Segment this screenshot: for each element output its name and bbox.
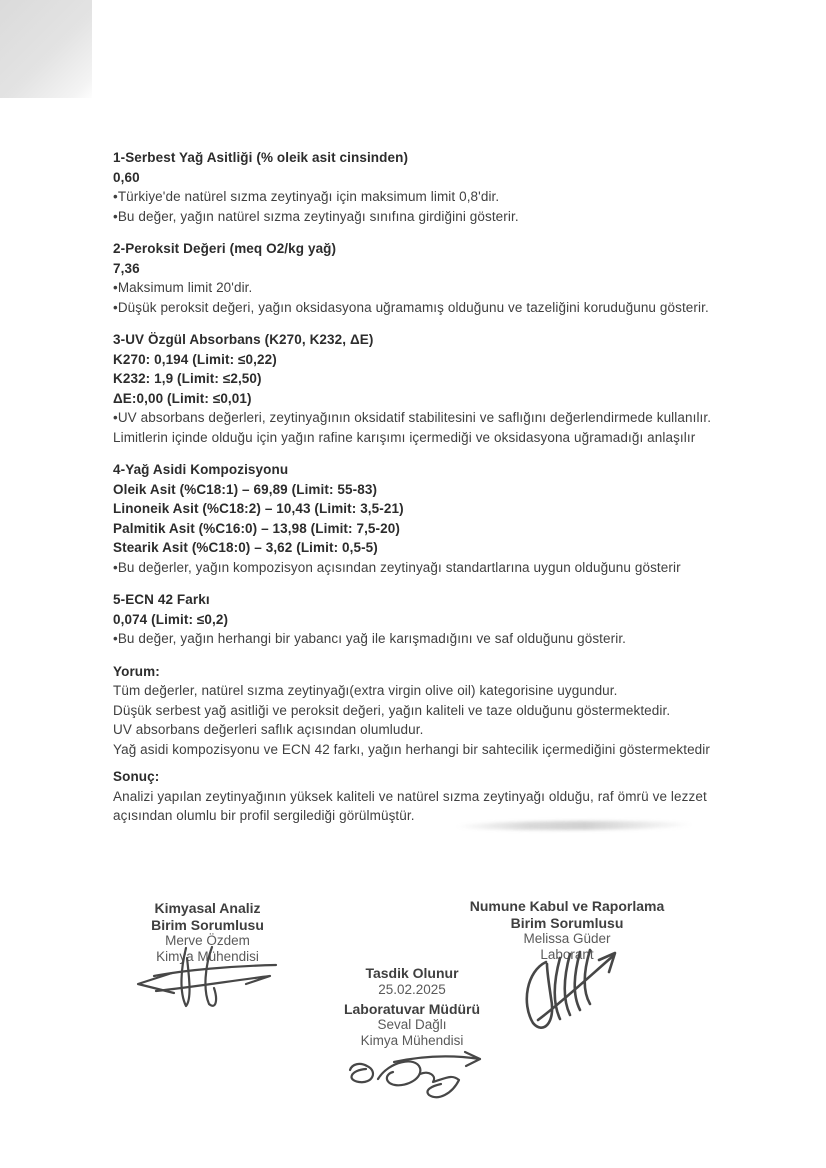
signature-name: Seval Dağlı — [377, 1017, 447, 1032]
bullet-line: •Bu değer, yağın herhangi bir yabancı yağ ile karışmadığını ve saf olduğunu gösterir. — [113, 631, 627, 646]
scan-corner-shadow — [0, 0, 92, 98]
section-heading: 5-ECN 42 Farkı — [113, 592, 210, 607]
signature-title: Birim Sorumlusu — [510, 914, 624, 931]
result-value: 7,36 — [113, 260, 140, 276]
section-yorum — [113, 662, 773, 760]
section-serbest-yag-asitligi — [113, 148, 773, 226]
signature-name: Merve Özdem — [165, 933, 250, 948]
section-heading: 4-Yağ Asidi Kompozisyonu — [113, 462, 289, 477]
text-line: Yağ asidi kompozisyonu ve ECN 42 farkı, yağın herhangi bir sahtecilik içermediğini göstermektedir — [113, 741, 710, 757]
bullet-line: •Bu değerler, yağın kompozisyon açısından zeytinyağı standartlarına uygun olduğunu gösterir — [113, 559, 681, 575]
section-peroksit-degeri — [113, 239, 773, 317]
section-uv-ozgul-absorbans — [113, 330, 773, 447]
text-line: Tüm değerler, natürel sızma zeytinyağı(extra virgin olive oil) kategorisine uygundur. — [113, 683, 618, 698]
signature-role: Kimya Mühendisi — [360, 1033, 464, 1048]
approval-label: Tasdik Olunur — [365, 965, 459, 981]
signature-block-numune-kabul — [452, 898, 682, 963]
signature-role: Laborant — [540, 947, 594, 962]
section-ecn-42-farki — [113, 590, 773, 649]
result-value: 0,60 — [113, 169, 140, 185]
text-line: Düşük serbest yağ asitliği ve peroksit değeri, yağın kaliteli ve taze olduğunu göstermektedir. — [113, 702, 671, 718]
approval-date: 25.02.2025 — [378, 981, 446, 997]
result-value: ΔE:0,00 (Limit: ≤0,01) — [113, 390, 252, 406]
result-value: K232: 1,9 (Limit: ≤2,50) — [113, 371, 262, 386]
text-line: UV absorbans değerleri saflık açısından olumludur. — [113, 722, 424, 737]
result-value: Stearik Asit (%C18:0) – 3,62 (Limit: 0,5-5) — [113, 540, 378, 555]
section-heading: Yorum: — [113, 663, 160, 679]
text-line: açısından olumlu bir profil sergilediği görülmüştür. — [113, 808, 415, 823]
report-body — [113, 148, 773, 839]
signature-title: Laboratuvar Müdürü — [343, 1000, 481, 1017]
signature-role: Kimya Mühendisi — [156, 949, 259, 964]
signature-seval-dagli-icon — [336, 1049, 486, 1111]
signature-block-kimyasal-analiz — [110, 900, 305, 965]
result-value: Oleik Asit (%C18:1) – 69,89 (Limit: 55-83) — [113, 481, 378, 497]
section-sonuc — [113, 767, 773, 826]
bullet-line: •Türkiye'de natürel sızma zeytinyağı için maksimum limit 0,8'dir. — [113, 189, 500, 204]
signature-title: Kimyasal Analiz — [154, 900, 261, 916]
result-value: Linoneik Asit (%C18:2) – 10,43 (Limit: 3,5-21) — [113, 501, 404, 516]
section-yag-asidi-kompozisyonu — [113, 460, 773, 577]
section-heading: 3-UV Özgül Absorbans (K270, K232, ΔE) — [113, 332, 374, 347]
signature-block-tasdik — [328, 965, 496, 1049]
section-heading: 1-Serbest Yağ Asitliği (% oleik asit cinsinden) — [113, 150, 409, 165]
section-heading: Sonuç: — [113, 769, 160, 784]
signature-title: Numune Kabul ve Raporlama — [469, 898, 665, 914]
text-line: Limitlerin içinde olduğu için yağın rafine karışımı içermediği ve oksidasyona uğramadığı anlaşılır — [113, 429, 696, 445]
bullet-line: •UV absorbans değerleri, zeytinyağının oksidatif stabilitesini ve saflığını değerlendirmede kullanılır. — [113, 410, 712, 425]
bullet-line: •Maksimum limit 20'dir. — [113, 280, 253, 295]
result-value: K270: 0,194 (Limit: ≤0,22) — [113, 351, 277, 367]
bullet-line: •Düşük peroksit değeri, yağın oksidasyona uğramamış olduğunu ve tazeliğini koruduğunu gösterir. — [113, 299, 709, 315]
text-line: Analizi yapılan zeytinyağının yüksek kaliteli ve natürel sızma zeytinyağı olduğu, raf ömrü ve lezzet — [113, 788, 707, 804]
signature-title: Birim Sorumlusu — [151, 916, 264, 933]
signature-name: Melissa Güder — [523, 931, 611, 946]
section-heading: 2-Peroksit Değeri (meq O2/kg yağ) — [113, 241, 337, 256]
result-value: 0,074 (Limit: ≤0,2) — [113, 611, 229, 627]
result-value: Palmitik Asit (%C16:0) – 13,98 (Limit: 7,5-20) — [113, 520, 400, 536]
bullet-line: •Bu değer, yağın natürel sızma zeytinyağı sınıfına girdiğini gösterir. — [113, 208, 519, 224]
